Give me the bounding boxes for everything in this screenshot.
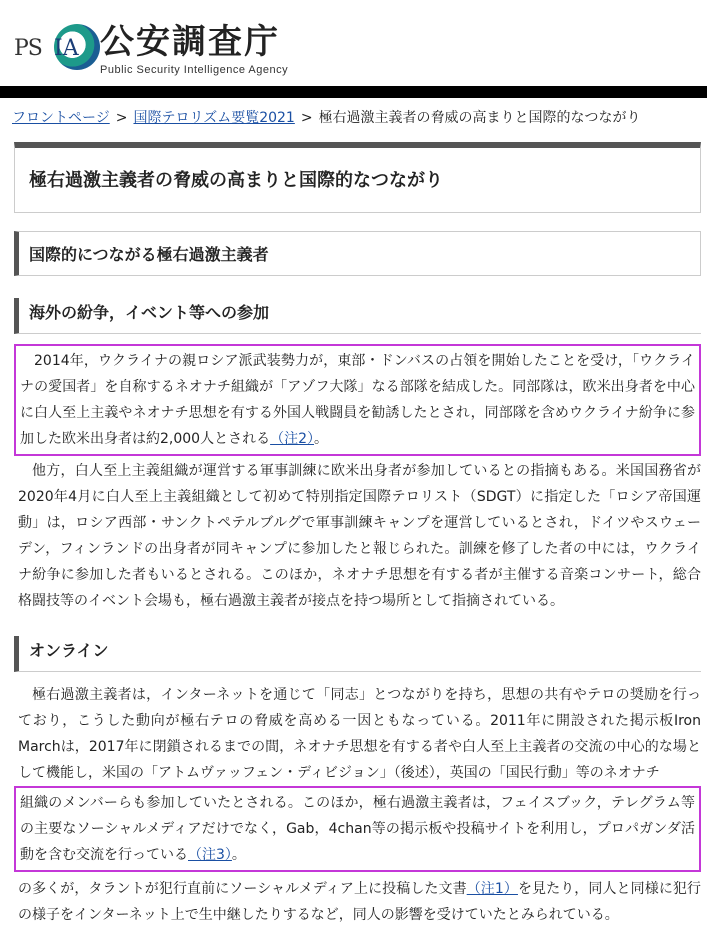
page-title: 極右過激主義者の脅威の高まりと国際的なつながり — [29, 170, 443, 191]
breadcrumb-separator: > — [115, 110, 128, 126]
paragraph-text: の多くが，タラントが犯行直前にソーシャルメディア上に投稿した文書 — [18, 881, 467, 897]
paragraph-tarrant — [18, 876, 701, 928]
agency-name: 公安調査庁 — [100, 22, 280, 62]
paragraph-text: 組織のメンバーらも参加していたとされる。このほか，極右過激主義者は，フェイスブック，テレグラム等の主要なソーシャルメディアだけでなく，Gab，4chan等の掲示板や投稿サイトを利用し，プロパガンダ活動を含む交流を行っている — [20, 795, 695, 863]
footnote-link-2[interactable]: （注2） — [270, 431, 315, 447]
footnote-link-1[interactable]: （注1） — [466, 881, 518, 897]
footnote-link-3[interactable]: （注3） — [188, 847, 232, 863]
highlight-box — [14, 786, 701, 872]
site-header — [0, 0, 707, 86]
paragraph-military-training: 他方，白人至上主義組織が運営する軍事訓練に欧米出身者が参加しているとの指摘もある。米国国務省が2020年4月に白人至上主義組織として初めて特別指定国際テロリスト（SDGT）に指定した「ロシア帝国運動」は，ロシア西部・サンクトペテルブルグで軍事訓練キャンプを運営しているとされ，ドイツやスウェーデン，フィンランドの出身者が同キャンプに参加したと報じられた。訓練を修了した者の中には，ウクライナ紛争に参加した者もいるとされる。このほか，ネオナチ思想を有する者が主催する音楽コンサート，総合格闘技等のイベント会場も，極右過激主義者が接点を持つ場所として指摘されている。 — [18, 463, 701, 609]
breadcrumb-section-link[interactable]: 国際テロリズム要覧2021 — [133, 110, 295, 126]
breadcrumb-home-link[interactable]: フロントページ — [12, 110, 110, 126]
breadcrumb-current: 極右過激主義者の脅威の高まりと国際的なつながり — [318, 110, 641, 126]
paragraph-social-media — [20, 790, 695, 868]
subsection-heading — [14, 636, 701, 672]
paragraph-end: 。 — [314, 431, 329, 447]
highlight-box — [14, 344, 701, 456]
paragraph-end: を見たり，同人と同様に犯行の様子をインターネット上で生中継したりするなど，同人の影響を受けていたとみられている。 — [18, 881, 701, 923]
header-bar — [0, 86, 707, 98]
agency-subtitle: Public Security Intelligence Agency — [100, 64, 289, 76]
paragraph-online: 極右過激主義者は，インターネットを通じて「同志」とつながりを持ち，思想の共有やテロの奨励を行っており，こうした動向が極右テロの脅威を高める一因ともなっている。2011年に開設された掲示板Iron Marchは，2017年に閉鎖されるまでの間，ネオナチ思想を有する者や白人至上主義者の交流の中心的な場として機能し，米国の「アトムヴァッフェン・ディビジョン」（後述），英国の「国民行動」等のネオナチ — [18, 687, 701, 781]
subsection-title-events: 海外の紛争，イベント等への参加 — [29, 303, 270, 322]
page-title-box — [14, 142, 701, 213]
logo-letters-ia: IA — [54, 36, 79, 61]
section-title-box — [14, 231, 701, 276]
subsection-title-online: オンライン — [29, 641, 109, 660]
logo-letters: PS — [14, 36, 42, 61]
paragraph-end: 。 — [231, 847, 246, 863]
psia-logo[interactable] — [14, 24, 92, 70]
paragraph-ukraine — [20, 348, 695, 452]
section-title: 国際的につながる極右過激主義者 — [29, 245, 269, 264]
subsection-heading — [14, 298, 701, 334]
paragraph-text: 2014年，ウクライナの親ロシア派武装勢力が，東部・ドンバスの占領を開始したことを受け，「ウクライナの愛国者」を自称するネオナチ組織が「アゾフ大隊」なる部隊を結成した。同部隊は，欧米出身者を中心に白人至上主義やネオナチ思想を有する外国人戦闘員を勧誘したとされ，同部隊を含めウクライナ紛争に参加した欧米出身者は約2,000人とされる — [20, 353, 695, 447]
breadcrumb — [0, 98, 707, 128]
breadcrumb-separator: > — [300, 110, 313, 126]
